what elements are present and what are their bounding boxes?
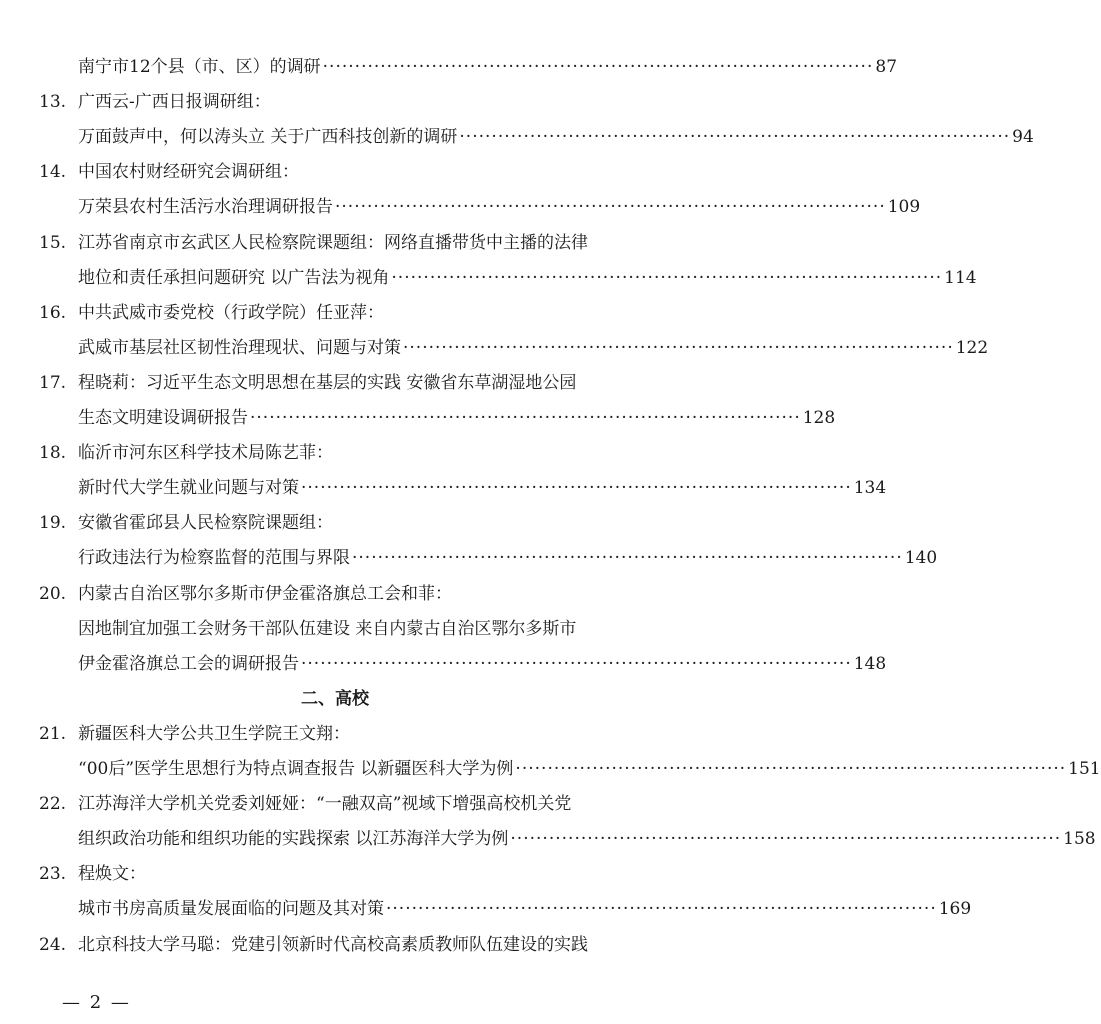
entry-title: “00后”医学生思想行为特点调查报告 以新疆医科大学为例 bbox=[78, 759, 514, 779]
entry-title: 因地制宜加强工会财务干部队伍建设 来自内蒙古自治区鄂尔多斯市 bbox=[78, 619, 577, 639]
page-number-footer: — 2 — bbox=[62, 992, 131, 1013]
page-reference: 148 bbox=[853, 654, 887, 674]
entry-author: 江苏省南京市玄武区人民检察院课题组：网络直播带货中主播的法律 bbox=[78, 233, 588, 253]
toc-entry-title-line bbox=[0, 52, 898, 82]
page-reference: 122 bbox=[955, 338, 989, 358]
toc-entry-title-line bbox=[0, 403, 836, 433]
dot-leader: ······················································································ bbox=[352, 548, 903, 568]
toc-entry-heading bbox=[0, 157, 670, 187]
entry-title: 万荣县农村生活污水治理调研报告 bbox=[78, 197, 333, 217]
entry-author: 新疆医科大学公共卫生学院王文翔： bbox=[78, 724, 350, 744]
toc-entry-heading bbox=[0, 579, 670, 609]
toc-entry-title-line bbox=[0, 824, 1096, 854]
title-with-page bbox=[78, 543, 938, 573]
title-with-page bbox=[78, 824, 1096, 854]
page-reference: 169 bbox=[938, 899, 972, 919]
page-reference: 87 bbox=[875, 57, 898, 77]
dot-leader: ······················································································ bbox=[515, 759, 1067, 779]
title-with-page bbox=[78, 192, 921, 222]
entry-number: 14. bbox=[39, 162, 67, 182]
entry-title: 伊金霍洛旗总工会的调研报告 bbox=[78, 654, 299, 674]
entry-author: 程焕文： bbox=[78, 864, 146, 884]
page-reference: 94 bbox=[1012, 127, 1034, 147]
page-reference: 134 bbox=[853, 478, 887, 498]
entry-title: 行政违法行为检察监督的范围与界限 bbox=[78, 548, 350, 568]
page-reference: 128 bbox=[802, 408, 836, 428]
entry-author: 北京科技大学马聪：党建引领新时代高校高素质教师队伍建设的实践 bbox=[78, 935, 588, 955]
entry-number: 17. bbox=[39, 373, 67, 393]
entry-number: 21. bbox=[39, 724, 67, 744]
title-with-page bbox=[78, 263, 977, 293]
page-reference: 151 bbox=[1068, 759, 1101, 779]
title-with-page bbox=[78, 894, 972, 924]
toc-entry-title-line bbox=[0, 192, 921, 222]
entry-author: 安徽省霍邱县人民检察院课题组： bbox=[78, 513, 333, 533]
title-with-page bbox=[78, 122, 1034, 152]
entry-number: 24. bbox=[39, 935, 67, 955]
toc-entry-heading bbox=[0, 859, 670, 889]
toc-entry-heading bbox=[0, 789, 670, 819]
title-with-page bbox=[78, 473, 887, 503]
dot-leader: ······················································································ bbox=[459, 127, 1011, 147]
entry-title: 新时代大学生就业问题与对策 bbox=[78, 478, 299, 498]
entry-title: 地位和责任承担问题研究 以广告法为视角 bbox=[78, 268, 390, 288]
entry-number: 20. bbox=[39, 584, 67, 604]
toc-entry-heading bbox=[0, 298, 670, 328]
entry-author: 中国农村财经研究会调研组： bbox=[78, 162, 299, 182]
entry-number: 23. bbox=[39, 864, 67, 884]
toc-entry-title-line bbox=[0, 333, 989, 363]
entry-author: 程晓莉：习近平生态文明思想在基层的实践 安徽省东草湖湿地公园 bbox=[78, 373, 577, 393]
dot-leader: ······················································································ bbox=[322, 57, 874, 77]
dot-leader: ······················································································ bbox=[301, 478, 852, 498]
toc-entry-title-line bbox=[0, 122, 1034, 152]
toc-entry-title-line bbox=[0, 543, 938, 573]
toc-entry-heading bbox=[0, 368, 670, 398]
entry-number: 15. bbox=[39, 233, 67, 253]
dot-leader: ······················································································ bbox=[510, 829, 1062, 849]
toc-entry-heading bbox=[0, 87, 670, 117]
entry-author: 广西云-广西日报调研组： bbox=[78, 92, 271, 112]
entry-number: 16. bbox=[39, 303, 67, 323]
toc-entry-heading bbox=[0, 719, 670, 749]
toc-entry-heading bbox=[0, 508, 670, 538]
toc-entry-heading bbox=[0, 930, 670, 960]
dot-leader: ······················································································ bbox=[250, 408, 801, 428]
entry-number: 19. bbox=[39, 513, 67, 533]
title-with-page bbox=[78, 52, 898, 82]
dot-leader: ······················································································ bbox=[335, 197, 886, 217]
entry-author: 江苏海洋大学机关党委刘娅娅：“一融双高”视域下增强高校机关党 bbox=[78, 794, 572, 814]
page-reference: 109 bbox=[887, 197, 921, 217]
title-with-page bbox=[78, 754, 1101, 784]
entry-title: 万面鼓声中，何以涛头立 关于广西科技创新的调研 bbox=[78, 127, 458, 147]
entry-author: 内蒙古自治区鄂尔多斯市伊金霍洛旗总工会和菲： bbox=[78, 584, 452, 604]
toc-entry-title-line bbox=[0, 649, 887, 679]
entry-title: 生态文明建设调研报告 bbox=[78, 408, 248, 428]
dot-leader: ······················································································ bbox=[301, 654, 852, 674]
toc-entry-title-line bbox=[0, 473, 887, 503]
title-with-page bbox=[78, 333, 989, 363]
entry-author: 中共武威市委党校（行政学院）任亚萍： bbox=[78, 303, 384, 323]
toc-entry-title-line bbox=[0, 263, 977, 293]
entry-number: 22. bbox=[39, 794, 67, 814]
dot-leader: ······················································································ bbox=[403, 338, 954, 358]
entry-number: 18. bbox=[39, 443, 67, 463]
page-reference: 140 bbox=[904, 548, 938, 568]
toc-entry-title-line bbox=[0, 754, 1101, 784]
title-with-page bbox=[78, 649, 887, 679]
toc-entry-heading bbox=[0, 228, 670, 258]
entry-author: 临沂市河东区科学技术局陈艺菲： bbox=[78, 443, 333, 463]
toc-entry-title-line bbox=[0, 894, 972, 924]
title-with-page bbox=[78, 403, 836, 433]
page-reference: 114 bbox=[944, 268, 977, 288]
section-heading: 二、高校 bbox=[301, 689, 369, 709]
entry-title: 武威市基层社区韧性治理现状、问题与对策 bbox=[78, 338, 401, 358]
entry-number: 13. bbox=[39, 92, 67, 112]
entry-title: 组织政治功能和组织功能的实践探索 以江苏海洋大学为例 bbox=[78, 829, 509, 849]
dot-leader: ······················································································ bbox=[386, 899, 937, 919]
entry-title: 城市书房高质量发展面临的问题及其对策 bbox=[78, 899, 384, 919]
toc-entry-heading bbox=[0, 438, 670, 468]
entry-title: 南宁市12个县（市、区）的调研 bbox=[78, 57, 321, 77]
dot-leader: ······················································································ bbox=[391, 268, 943, 288]
page-reference: 158 bbox=[1063, 829, 1096, 849]
toc-entry-title-line bbox=[0, 614, 670, 644]
